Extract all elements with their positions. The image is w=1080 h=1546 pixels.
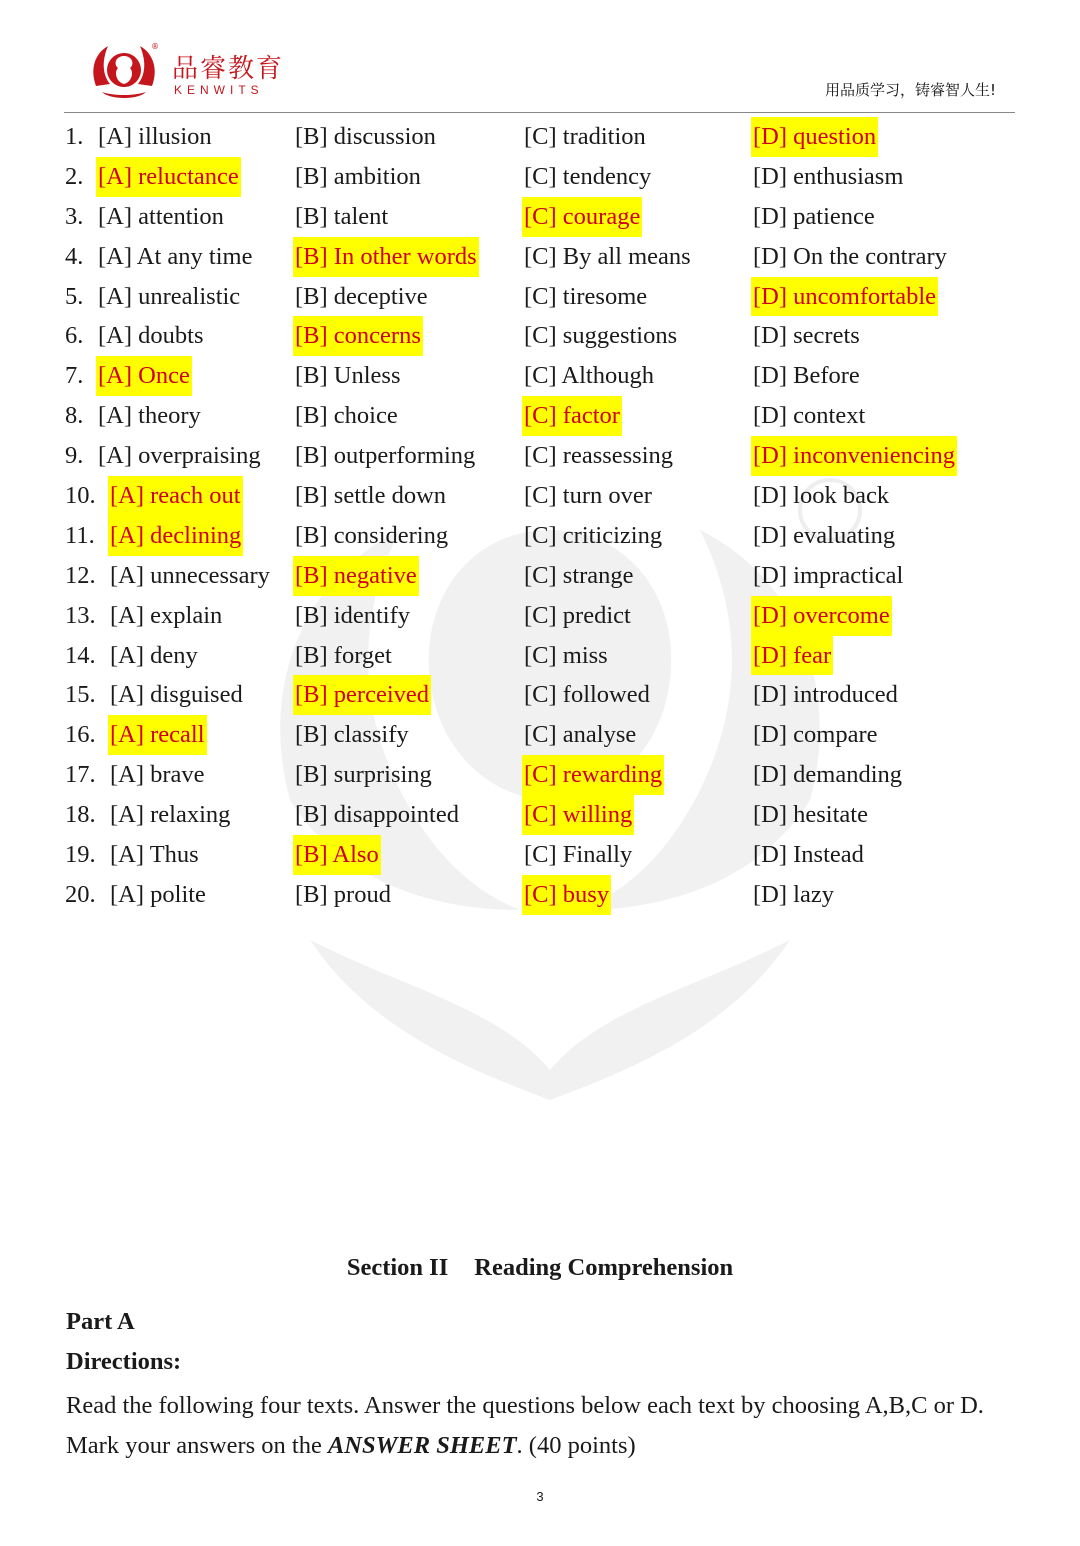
answer-option: [A] explain bbox=[110, 601, 223, 629]
answer-option: [C] criticizing bbox=[524, 521, 663, 549]
answer-option: [A] brave bbox=[110, 761, 205, 789]
answer-option: [A] deny bbox=[110, 641, 198, 669]
answer-sheet-emphasis: ANSWER SHEET bbox=[327, 1432, 517, 1459]
answer-option: [D] Instead bbox=[753, 841, 864, 869]
answer-option: [B] choice bbox=[295, 402, 398, 430]
answer-option: [B] settle down bbox=[295, 482, 447, 510]
answer-option: [A] disguised bbox=[110, 681, 243, 709]
question-number: 2. bbox=[65, 162, 84, 190]
answer-option: [A] overpraising bbox=[98, 442, 261, 470]
answer-option: [B] discussion bbox=[295, 123, 436, 150]
correct-answer-option: [D] inconveniencing bbox=[751, 436, 957, 476]
question-number: 8. bbox=[65, 402, 84, 430]
correct-answer-option: [C] courage bbox=[522, 197, 642, 237]
page-header bbox=[0, 0, 1080, 114]
correct-answer-option: [A] Once bbox=[96, 356, 192, 396]
answer-option: [B] disappointed bbox=[295, 801, 459, 829]
answer-option: [B] deceptive bbox=[295, 282, 428, 310]
answer-option: [B] outperforming bbox=[295, 442, 476, 470]
header-slogan: 用品质学习，铸睿智人生! bbox=[824, 81, 996, 99]
correct-answer-option: [D] question bbox=[751, 117, 878, 157]
correct-answer-option: [C] rewarding bbox=[522, 755, 664, 795]
correct-answer-option: [A] reach out bbox=[108, 476, 243, 516]
answer-option: [D] Before bbox=[753, 362, 860, 390]
answer-option: [A] attention bbox=[98, 202, 224, 230]
question-number: 3. bbox=[65, 202, 84, 230]
question-number: 1. bbox=[65, 123, 84, 150]
correct-answer-option: [D] uncomfortable bbox=[751, 277, 938, 317]
correct-answer-option: [A] recall bbox=[108, 715, 207, 755]
question-number: 5. bbox=[65, 282, 84, 310]
answer-option: [B] talent bbox=[295, 202, 389, 230]
answer-option: [C] followed bbox=[524, 681, 650, 709]
question-number: 9. bbox=[65, 442, 84, 470]
answer-option: [B] Unless bbox=[295, 362, 401, 390]
answer-option: [B] identify bbox=[295, 601, 410, 629]
answer-option: [D] impractical bbox=[753, 561, 904, 589]
directions-line-2-post: . (40 points) bbox=[516, 1432, 636, 1459]
answer-option: [C] Finally bbox=[524, 841, 633, 869]
question-number: 16. bbox=[65, 721, 96, 749]
answer-option: [D] lazy bbox=[753, 880, 834, 908]
directions-line-1: Read the following four texts. Answer the questions below each text by choosing A,B,C or D. bbox=[66, 1392, 984, 1419]
question-number: 6. bbox=[65, 322, 84, 350]
question-number: 11. bbox=[65, 521, 95, 549]
correct-answer-option: [D] overcome bbox=[751, 596, 892, 636]
answer-option: [B] ambition bbox=[295, 162, 421, 190]
answer-option: [D] context bbox=[753, 402, 866, 430]
question-number: 7. bbox=[65, 362, 84, 390]
answer-option: [C] tiresome bbox=[524, 282, 648, 310]
answer-option: [D] demanding bbox=[753, 761, 902, 789]
answer-option: [D] evaluating bbox=[753, 521, 896, 549]
correct-answer-option: [B] concerns bbox=[293, 316, 423, 356]
answer-option: [A] unrealistic bbox=[98, 282, 241, 310]
question-number: 18. bbox=[65, 801, 96, 829]
correct-answer-option: [C] factor bbox=[522, 396, 622, 436]
correct-answer-option: [C] willing bbox=[522, 795, 634, 835]
answer-option: [B] surprising bbox=[295, 761, 432, 789]
answer-option: [A] doubts bbox=[98, 322, 204, 350]
answer-option: [C] Although bbox=[524, 362, 654, 390]
answer-option: [B] proud bbox=[295, 880, 391, 908]
answer-option: [A] Thus bbox=[110, 841, 199, 869]
answer-option: [C] analyse bbox=[524, 721, 637, 749]
answer-option: [C] suggestions bbox=[524, 322, 678, 350]
correct-answer-option: [B] Also bbox=[293, 835, 381, 875]
answer-option: [C] tendency bbox=[524, 162, 652, 190]
question-number: 10. bbox=[65, 482, 96, 510]
answer-option: [A] At any time bbox=[98, 242, 253, 270]
correct-answer-option: [B] perceived bbox=[293, 675, 431, 715]
directions-line-2 bbox=[66, 1426, 1036, 1466]
question-number: 14. bbox=[65, 641, 96, 669]
brand-chinese-name: 品睿教育 bbox=[172, 54, 285, 84]
answer-option: [C] strange bbox=[524, 561, 634, 589]
answer-option: [D] secrets bbox=[753, 322, 860, 350]
correct-answer-option: [A] declining bbox=[108, 516, 243, 556]
answer-option: [A] theory bbox=[98, 402, 201, 430]
correct-answer-option: [B] negative bbox=[293, 556, 419, 596]
page-number: 3 bbox=[536, 1489, 544, 1504]
part-heading: Part A bbox=[66, 1308, 135, 1335]
correct-answer-option: [D] fear bbox=[751, 636, 833, 676]
answer-option: [D] patience bbox=[753, 202, 875, 230]
answer-option: [D] compare bbox=[753, 721, 878, 749]
question-number: 17. bbox=[65, 761, 96, 789]
question-number: 19. bbox=[65, 841, 96, 869]
correct-answer-option: [B] In other words bbox=[293, 237, 479, 277]
registered-mark: ® bbox=[151, 42, 159, 51]
directions-line-2-pre: Mark your answers on the bbox=[66, 1432, 328, 1459]
answer-option: [D] introduced bbox=[753, 681, 898, 709]
answer-option: [A] relaxing bbox=[110, 801, 231, 829]
section-title bbox=[0, 1254, 1080, 1282]
question-number: 20. bbox=[65, 880, 96, 908]
answer-option: [C] predict bbox=[524, 601, 631, 629]
section-number: Section II bbox=[346, 1254, 449, 1281]
directions-text bbox=[66, 1386, 1036, 1466]
answer-option: [D] enthusiasm bbox=[753, 162, 904, 190]
question-number: 15. bbox=[65, 681, 96, 709]
answer-option: [C] tradition bbox=[524, 123, 646, 150]
correct-answer-option: [A] reluctance bbox=[96, 157, 241, 197]
answer-option: [D] hesitate bbox=[753, 801, 868, 829]
section-name: Reading Comprehension bbox=[474, 1254, 734, 1281]
answer-option: [C] turn over bbox=[524, 482, 652, 510]
question-number: 4. bbox=[65, 242, 84, 270]
answer-option: [C] reassessing bbox=[524, 442, 674, 470]
answer-option: [A] polite bbox=[110, 880, 206, 908]
directions-label: Directions: bbox=[66, 1348, 182, 1375]
brand-english-name: KENWITS bbox=[174, 83, 264, 97]
answer-option: [D] On the contrary bbox=[753, 242, 947, 270]
answer-option: [C] miss bbox=[524, 641, 608, 669]
question-number: 13. bbox=[65, 601, 96, 629]
answer-option: [B] classify bbox=[295, 721, 409, 749]
question-number: 12. bbox=[65, 561, 96, 589]
answer-option: [B] considering bbox=[295, 521, 449, 549]
answer-option: [D] look back bbox=[753, 482, 890, 510]
correct-answer-option: [C] busy bbox=[522, 875, 611, 915]
answer-option: [C] By all means bbox=[524, 242, 691, 270]
answer-option: [A] illusion bbox=[98, 123, 212, 150]
answer-option: [B] forget bbox=[295, 641, 392, 669]
kenwits-logo-icon bbox=[88, 40, 160, 104]
answer-option: [A] unnecessary bbox=[110, 561, 270, 589]
